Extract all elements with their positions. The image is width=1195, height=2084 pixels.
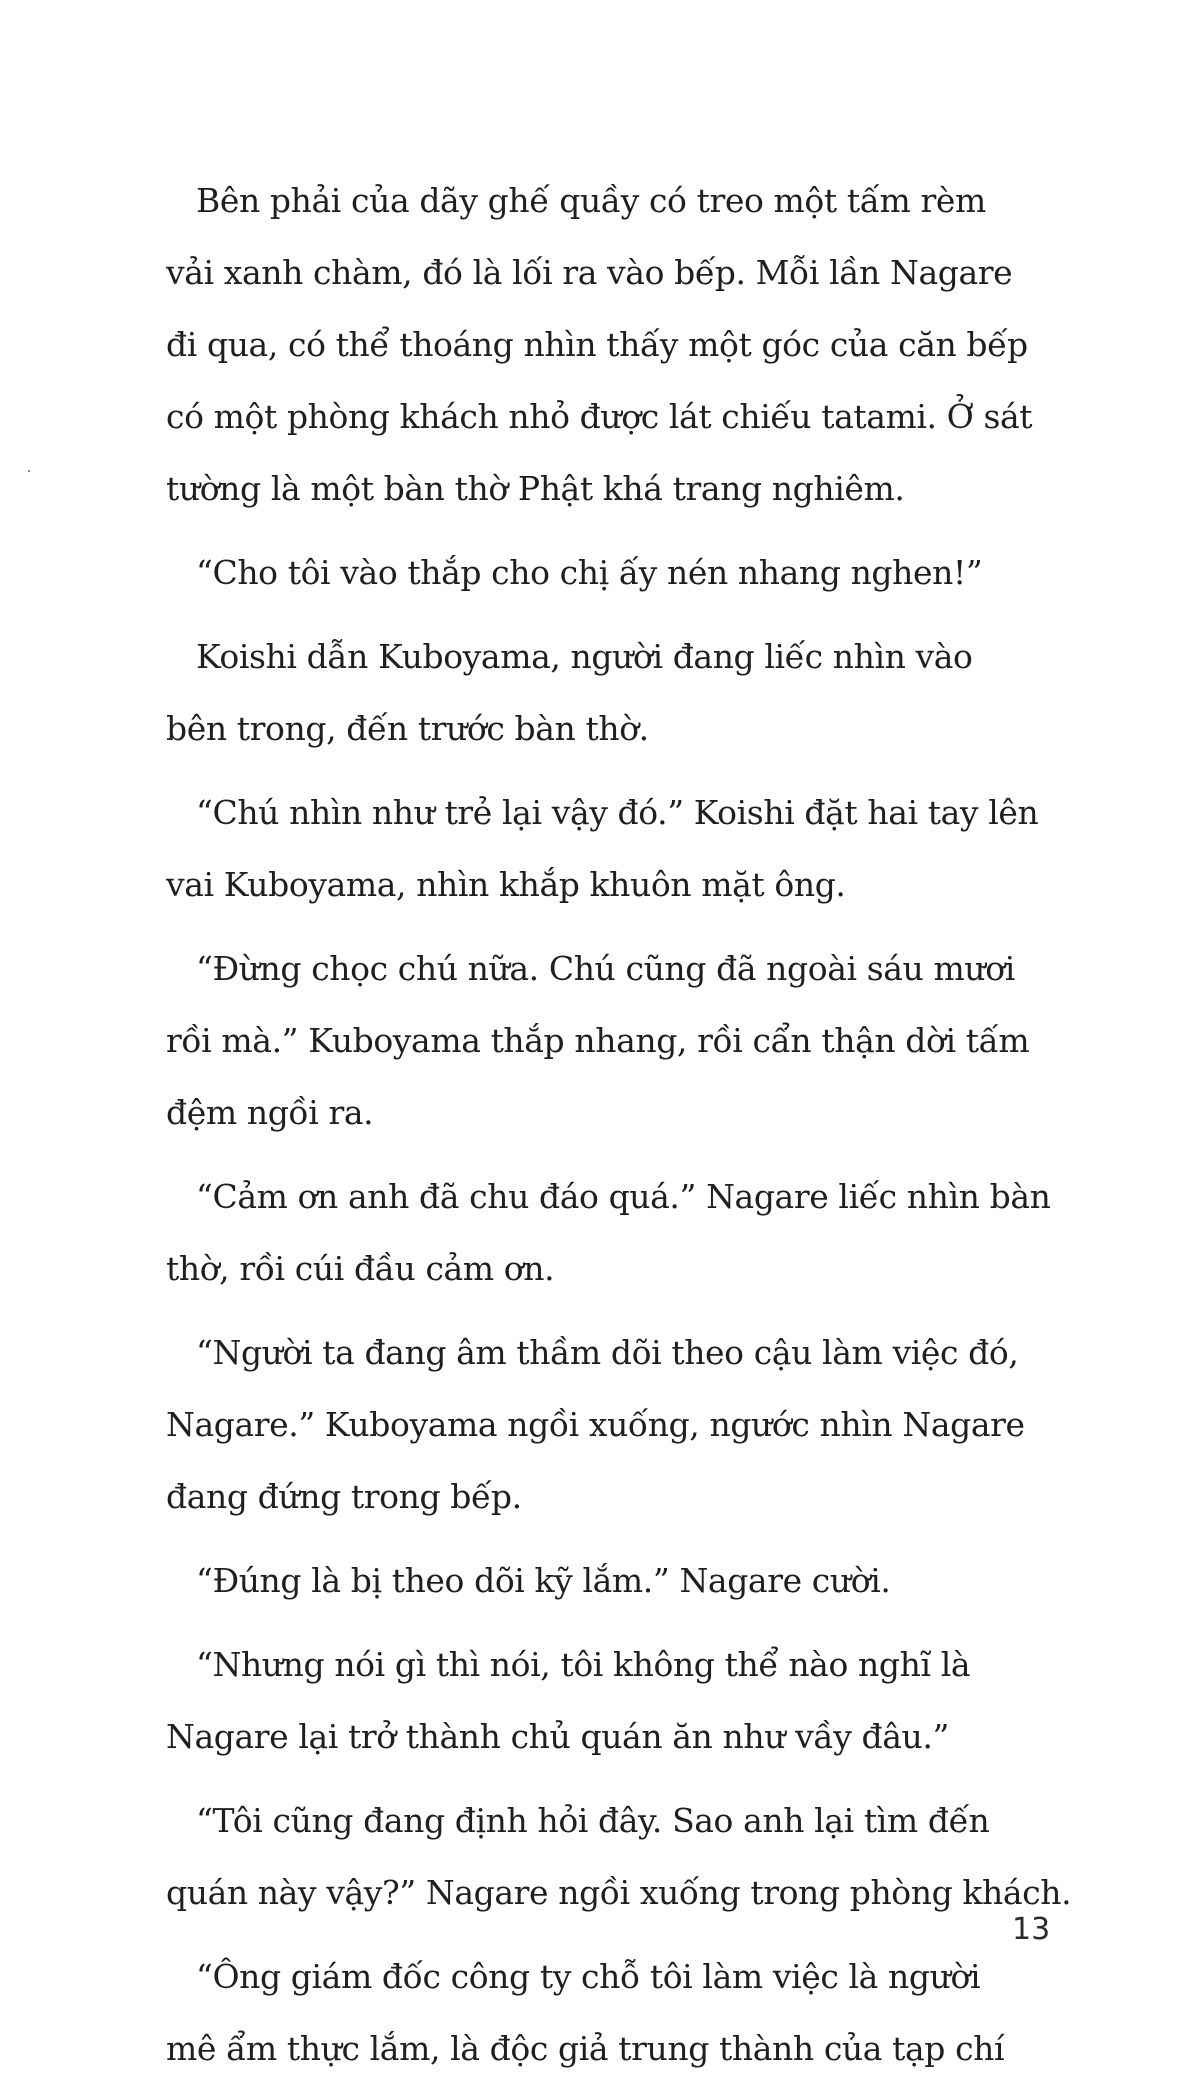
text-line: “Đúng là bị theo dõi kỹ lắm.” Nagare cười.: [196, 1560, 891, 1600]
text-line: có một phòng khách nhỏ được lát chiếu tatami. Ở sát: [166, 396, 1033, 436]
text-line: “Cho tôi vào thắp cho chị ấy nén nhang nghen!”: [196, 552, 983, 592]
text-line: Bên phải của dãy ghế quầy có treo một tấm rèm: [196, 180, 986, 220]
text-line: thờ, rồi cúi đầu cảm ơn.: [166, 1248, 555, 1288]
text-line: Koishi dẫn Kuboyama, người đang liếc nhìn vào: [196, 636, 973, 676]
text-line: “Đừng chọc chú nữa. Chú cũng đã ngoài sáu mươi: [196, 948, 1015, 988]
text-line: “Người ta đang âm thầm dõi theo cậu làm việc đó,: [196, 1332, 1019, 1372]
page-number: 13: [1012, 1912, 1051, 1947]
text-line: rồi mà.” Kuboyama thắp nhang, rồi cẩn thận dời tấm: [166, 1020, 1030, 1060]
text-line: “Chú nhìn như trẻ lại vậy đó.” Koishi đặt hai tay lên: [196, 792, 1039, 832]
text-line: bên trong, đến trước bàn thờ.: [166, 708, 649, 748]
text-line: quán này vậy?” Nagare ngồi xuống trong phòng khách.: [166, 1872, 1072, 1912]
text-line: “Cảm ơn anh đã chu đáo quá.” Nagare liếc nhìn bàn: [196, 1176, 1051, 1216]
text-line: vải xanh chàm, đó là lối ra vào bếp. Mỗi lần Nagare: [166, 252, 1013, 292]
text-line: “Ông giám đốc công ty chỗ tôi làm việc là người: [196, 1956, 981, 1996]
text-line: tường là một bàn thờ Phật khá trang nghiêm.: [166, 468, 905, 508]
text-line: vai Kuboyama, nhìn khắp khuôn mặt ông.: [166, 864, 846, 904]
text-line: “Nhưng nói gì thì nói, tôi không thể nào nghĩ là: [196, 1644, 971, 1684]
text-line: Nagare lại trở thành chủ quán ăn như vầy đâu.”: [166, 1716, 949, 1756]
text-line: đệm ngồi ra.: [166, 1092, 374, 1132]
text-line: “Tôi cũng đang định hỏi đây. Sao anh lại tìm đến: [196, 1800, 990, 1840]
body-text: [166, 164, 1072, 2084]
text-line: đang đứng trong bếp.: [166, 1476, 522, 1516]
text-line: mê ẩm thực lắm, là độc giả trung thành của tạp chí: [166, 2028, 1005, 2068]
text-line: đi qua, có thể thoáng nhìn thấy một góc của căn bếp: [166, 324, 1028, 364]
text-line: Nagare.” Kuboyama ngồi xuống, ngước nhìn Nagare: [166, 1404, 1025, 1444]
scan-speck: [28, 470, 30, 472]
